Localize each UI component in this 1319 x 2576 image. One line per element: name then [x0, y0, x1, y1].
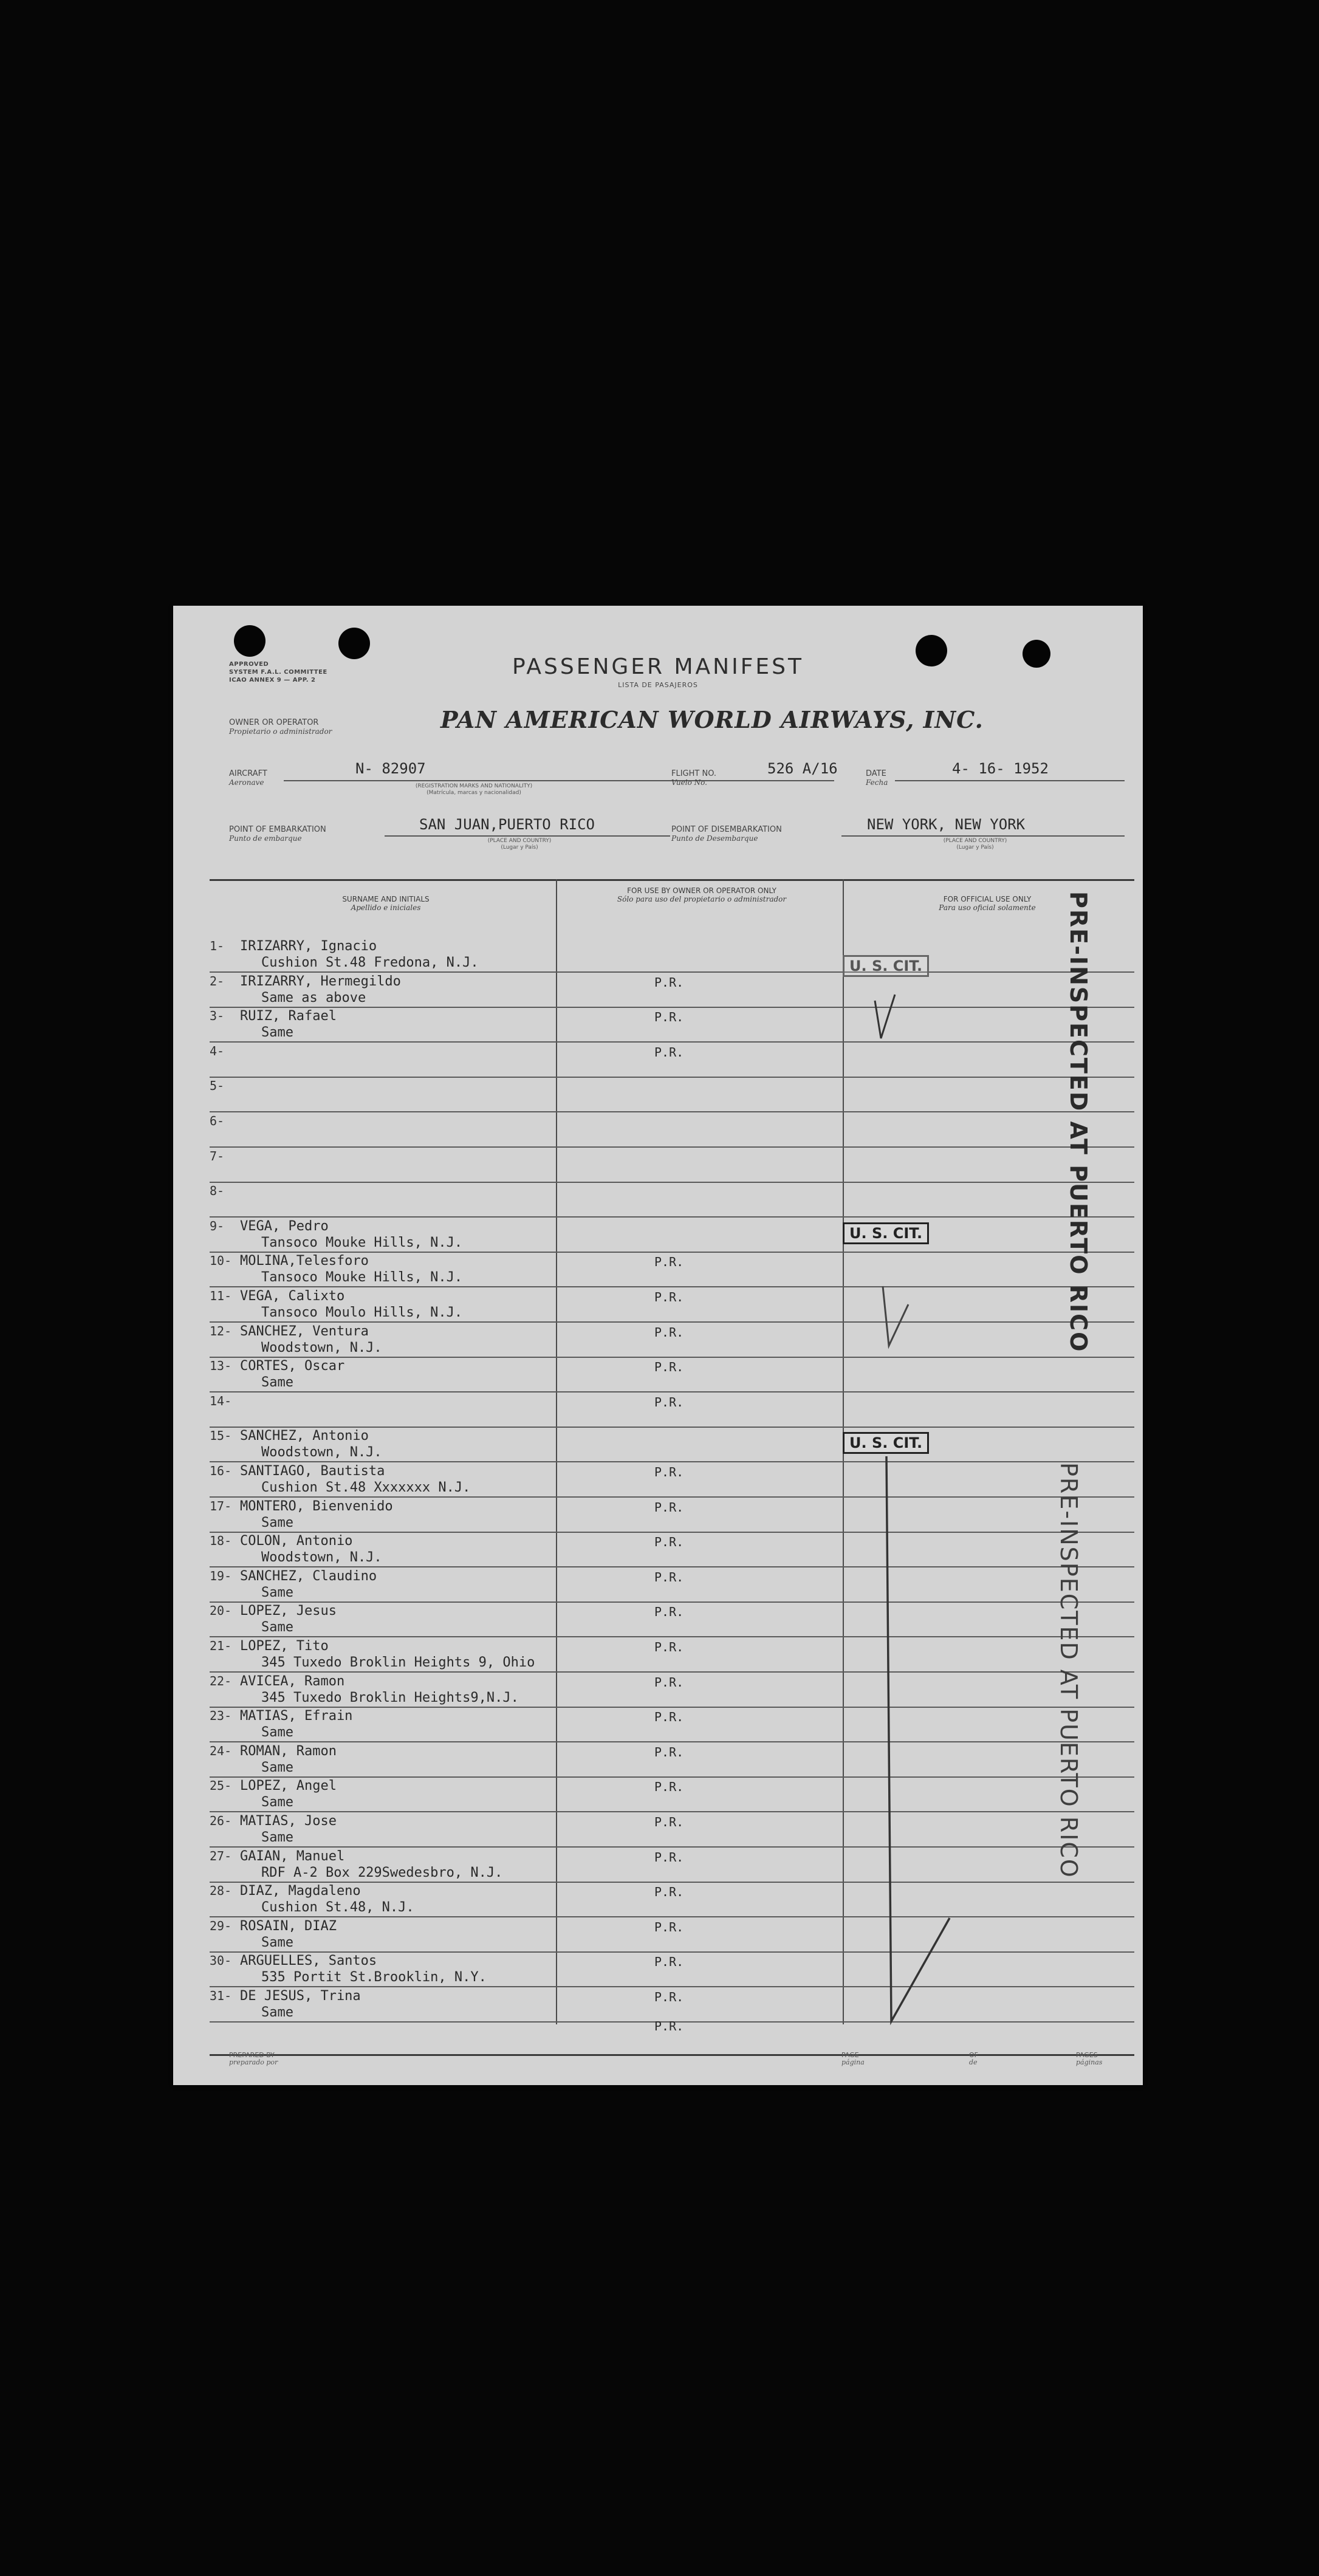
surname-header-en: SURNAME AND INITIALS — [342, 895, 430, 903]
surname-header-es: Apellido e iniciales — [351, 903, 421, 912]
passenger-address: Same — [261, 1584, 293, 1600]
passenger-name: ROMAN, Ramon — [240, 1743, 337, 1759]
passenger-name: IRIZARRY, Hermegildo — [240, 973, 401, 989]
manifest-sheet — [173, 606, 1143, 2085]
page-label-en: PAGE — [841, 2051, 859, 2059]
page-subtitle: LISTA DE PASAJEROS — [618, 681, 698, 689]
row-rule — [210, 1252, 1134, 1253]
owner-use-entry: P.R. — [654, 1044, 684, 1060]
owner-use-entry: P.R. — [654, 1499, 684, 1515]
passenger-name: DE JESUS, Trina — [240, 1989, 361, 2004]
check-mark — [886, 1456, 950, 2021]
embarkation-caption-es: (Lugar y País) — [501, 844, 538, 851]
row-rule — [210, 1427, 1134, 1428]
preinspected-stamp: PRE-INSPECTED AT PUERTO RICO — [1065, 891, 1092, 1353]
disembarkation-caption-es: (Lugar y País) — [956, 844, 994, 851]
row-rule — [210, 1461, 1134, 1462]
owner-use-entry: P.R. — [654, 1780, 684, 1795]
row-number: 25- — [210, 1778, 232, 1793]
passenger-name: LOPEZ, Jesus — [240, 1603, 337, 1619]
aircraft-caption-en: (REGISTRATION MARKS AND NATIONALITY) — [415, 783, 533, 789]
owner-use-entry: P.R. — [654, 1255, 684, 1270]
passenger-address: Woodstown, N.J. — [261, 1340, 382, 1355]
passenger-address: RDF A-2 Box 229Swedesbro, N.J. — [261, 1865, 503, 1880]
passenger-address: Same — [261, 1025, 293, 1041]
passenger-name: VEGA, Calixto — [240, 1289, 345, 1304]
passenger-name: SANCHEZ, Ventura — [240, 1323, 369, 1339]
embarkation-value: SAN JUAN,PUERTO RICO — [419, 816, 595, 833]
row-rule — [210, 1532, 1134, 1533]
owner-use-entry: P.R. — [654, 1815, 684, 1829]
passenger-name: ARGUELLES, Santos — [240, 1953, 377, 1969]
us-cit-stamp: U. S. CIT. — [843, 955, 929, 977]
row-number: 17- — [210, 1498, 232, 1513]
of-label-en: OF — [969, 2051, 978, 2059]
passenger-name: SANCHEZ, Claudino — [240, 1568, 377, 1584]
disembarkation-caption-en: (PLACE AND COUNTRY) — [943, 838, 1007, 844]
page-label-es: página — [841, 2058, 865, 2066]
disembarkation-value: NEW YORK, NEW YORK — [867, 816, 1026, 833]
surname-column-header — [222, 895, 550, 912]
official-use-header-es: Para uso oficial solamente — [939, 903, 1036, 912]
official-use-header-en: FOR OFFICIAL USE ONLY — [943, 895, 1032, 903]
row-number: 27- — [210, 1848, 232, 1863]
passenger-address: Same — [261, 2005, 293, 2020]
row-number: 22- — [210, 1673, 232, 1688]
passenger-name: RUIZ, Rafael — [240, 1009, 337, 1024]
row-number: 6- — [210, 1114, 225, 1128]
aircraft-label-es: Aeronave — [229, 778, 264, 787]
prepared-by-en: PREPARED BY — [229, 2051, 275, 2059]
row-number: 26- — [210, 1814, 232, 1828]
row-number: 18- — [210, 1533, 232, 1549]
passenger-name: MOLINA,Telesforo — [240, 1253, 369, 1269]
passenger-name: LOPEZ, Angel — [240, 1778, 337, 1794]
passenger-address: Same — [261, 1830, 293, 1845]
passenger-name: CORTES, Oscar — [240, 1358, 345, 1374]
embarkation-label-en: POINT OF EMBARKATION — [229, 825, 326, 834]
row-rule — [210, 1286, 1134, 1287]
disembarkation-label-en: POINT OF DISEMBARKATION — [671, 825, 782, 834]
embarkation-caption-en: (PLACE AND COUNTRY) — [487, 838, 552, 844]
prepared-by-es: preparado por — [229, 2058, 278, 2066]
row-rule — [210, 1321, 1134, 1323]
passenger-name: DIAZ, Magdaleno — [240, 1883, 361, 1899]
last-pr: P.R. — [654, 2019, 684, 2033]
row-number: 16- — [210, 1464, 232, 1478]
passenger-address: Tansoco Moulo Hills, N.J. — [261, 1305, 463, 1320]
pages-label-es: páginas — [1076, 2058, 1103, 2066]
page-label — [841, 2052, 865, 2066]
row-number: 12- — [210, 1323, 232, 1338]
flight-label-es: Vuelo No. — [671, 778, 707, 787]
disembarkation-line — [841, 835, 1125, 837]
row-rule — [210, 1216, 1134, 1218]
owner-use-entry: P.R. — [654, 975, 684, 990]
owner-use-header-es: Sólo para uso del propietario o administrador — [617, 895, 787, 903]
embarkation-label-es: Punto de embarque — [229, 834, 302, 843]
row-rule — [210, 1811, 1134, 1812]
date-label — [866, 770, 888, 787]
owner-use-entry: P.R. — [654, 1640, 684, 1654]
passenger-name: AVICEA, Ramon — [240, 1673, 345, 1689]
preinspected-stamp: PRE-INSPECTED AT PUERTO RICO — [1055, 1462, 1082, 1879]
row-rule — [210, 1391, 1134, 1392]
aircraft-caption-es: (Matrícula, marcas y nacionalidad) — [427, 790, 521, 796]
passenger-address: Tansoco Mouke Hills, N.J. — [261, 1270, 463, 1286]
passenger-address: Tansoco Mouke Hills, N.J. — [261, 1235, 463, 1250]
us-cit-stamp: U. S. CIT. — [843, 1222, 929, 1244]
pages-label-en: PAGES — [1076, 2051, 1098, 2059]
passenger-name: VEGA, Pedro — [240, 1218, 329, 1234]
row-number: 13- — [210, 1358, 232, 1374]
owner-use-entry: P.R. — [654, 1919, 684, 1934]
check-mark — [883, 1286, 908, 1346]
passenger-name: COLON, Antonio — [240, 1533, 353, 1549]
passenger-address: Same — [261, 1620, 293, 1636]
passenger-name: GAIAN, Manuel — [240, 1848, 345, 1864]
date-label-es: Fecha — [866, 778, 888, 787]
owner-use-entry: P.R. — [654, 1990, 684, 2004]
date-value: 4- 16- 1952 — [952, 760, 1049, 777]
passenger-address: Same — [261, 1375, 293, 1391]
row-number: 11- — [210, 1289, 232, 1303]
row-rule — [210, 1741, 1134, 1742]
row-number: 23- — [210, 1708, 232, 1724]
row-number: 15- — [210, 1428, 232, 1444]
passenger-address: 535 Portit St.Brooklin, N.Y. — [261, 1970, 487, 1985]
flight-label-en: FLIGHT NO. — [671, 769, 717, 778]
row-rule — [210, 1496, 1134, 1498]
row-number: 24- — [210, 1743, 232, 1758]
row-rule — [210, 1776, 1134, 1778]
row-rule — [210, 1707, 1134, 1708]
approved-line: ICAO ANNEX 9 — APP. 2 — [229, 677, 316, 683]
passenger-address: Same — [261, 1725, 293, 1741]
row-rule — [210, 1041, 1134, 1043]
row-rule — [210, 971, 1134, 973]
row-number: 1- — [210, 939, 225, 953]
row-number: 3- — [210, 1009, 225, 1024]
footer-rule — [210, 2054, 1134, 2056]
row-rule — [210, 1182, 1134, 1183]
passenger-address: Cushion St.48 Fredona, N.J. — [261, 955, 479, 970]
owner-use-header-en: FOR USE BY OWNER OR OPERATOR ONLY — [627, 886, 776, 895]
owner-label-en: OWNER OR OPERATOR — [229, 718, 319, 727]
table-top-rule — [210, 879, 1134, 881]
owner-label-es: Propietario o administrador — [229, 727, 332, 736]
passenger-address: Same — [261, 1934, 293, 1950]
passenger-address: Same — [261, 1795, 293, 1810]
owner-use-entry: P.R. — [654, 1710, 684, 1725]
row-rule — [210, 1146, 1134, 1148]
row-rule — [210, 1601, 1134, 1603]
row-rule — [210, 1916, 1134, 1917]
row-rule — [210, 1846, 1134, 1848]
airline-name: PAN AMERICAN WORLD AIRWAYS, INC. — [440, 706, 984, 733]
passenger-address: Cushion St.48 Xxxxxxx N.J. — [261, 1480, 471, 1495]
row-number: 31- — [210, 1989, 232, 2003]
disembarkation-caption — [914, 838, 1036, 851]
owner-use-entry: P.R. — [654, 1744, 684, 1759]
prepared-by-label — [229, 2052, 278, 2066]
owner-use-entry: P.R. — [654, 1010, 684, 1025]
passenger-name: SANCHEZ, Antonio — [240, 1428, 369, 1444]
owner-use-entry: P.R. — [654, 1674, 684, 1690]
row-rule — [210, 1357, 1134, 1358]
owner-use-entry: P.R. — [654, 1569, 684, 1584]
row-rule — [210, 1111, 1134, 1112]
row-number: 2- — [210, 973, 225, 988]
owner-use-column-header — [598, 886, 805, 903]
embarkation-caption — [459, 838, 580, 851]
column-divider — [556, 879, 557, 2024]
row-rule — [210, 1882, 1134, 1883]
owner-use-entry: P.R. — [654, 1290, 684, 1304]
passenger-address: Same — [261, 1515, 293, 1530]
passenger-address: Cushion St.48, N.J. — [261, 1900, 414, 1916]
owner-use-entry: P.R. — [654, 1465, 684, 1479]
row-number: 19- — [210, 1568, 232, 1583]
date-label-en: DATE — [866, 769, 886, 778]
row-rule — [210, 1986, 1134, 1987]
row-rule — [210, 1671, 1134, 1673]
row-rule — [210, 1007, 1134, 1008]
passenger-address: Woodstown, N.J. — [261, 1550, 382, 1566]
owner-label — [229, 719, 332, 736]
approved-line: APPROVED — [229, 661, 269, 668]
flight-label — [671, 770, 716, 787]
passenger-address: Same — [261, 1759, 293, 1775]
passenger-name: MONTERO, Bienvenido — [240, 1498, 393, 1514]
passenger-name: LOPEZ, Tito — [240, 1639, 329, 1654]
row-rule — [210, 1636, 1134, 1637]
passenger-name: SANTIAGO, Bautista — [240, 1464, 385, 1479]
row-number: 5- — [210, 1078, 225, 1094]
row-number: 7- — [210, 1148, 225, 1163]
passenger-name: MATIAS, Efrain — [240, 1708, 353, 1724]
disembarkation-label-es: Punto de Desembarque — [671, 834, 758, 843]
row-number: 10- — [210, 1253, 232, 1269]
row-number: 4- — [210, 1043, 225, 1058]
pages-label — [1076, 2052, 1102, 2066]
owner-use-entry: P.R. — [654, 1360, 684, 1375]
owner-use-entry: P.R. — [654, 1849, 684, 1865]
aircraft-caption — [383, 783, 565, 796]
owner-use-entry: P.R. — [654, 1885, 684, 1900]
passenger-address: Woodstown, N.J. — [261, 1445, 382, 1461]
row-number: 9- — [210, 1218, 225, 1233]
us-cit-stamp: U. S. CIT. — [843, 1432, 929, 1454]
passenger-address: 345 Tuxedo Broklin Heights9,N.J. — [261, 1690, 519, 1705]
check-mark — [875, 995, 895, 1038]
of-label-es: de — [969, 2058, 978, 2066]
approved-line: SYSTEM F.A.L. COMMITTEE — [229, 669, 327, 676]
owner-use-entry: P.R. — [654, 1535, 684, 1550]
passenger-name: ROSAIN, DIAZ — [240, 1918, 337, 1934]
row-number: 20- — [210, 1603, 232, 1619]
flight-value: 526 A/16 — [767, 760, 838, 777]
row-rule — [210, 1566, 1134, 1567]
owner-use-entry: P.R. — [654, 1605, 684, 1620]
owner-use-entry: P.R. — [654, 1394, 684, 1410]
row-number: 28- — [210, 1883, 232, 1899]
row-number: 29- — [210, 1918, 232, 1933]
owner-use-entry: P.R. — [654, 1324, 684, 1340]
punch-hole — [234, 625, 266, 657]
passenger-name: MATIAS, Jose — [240, 1814, 337, 1829]
embarkation-line — [385, 835, 670, 837]
row-rule — [210, 1951, 1134, 1953]
passenger-address: Same as above — [261, 990, 366, 1005]
aircraft-value: N- 82907 — [355, 760, 426, 777]
embarkation-label — [229, 826, 326, 843]
official-use-column-header — [896, 895, 1078, 912]
page-title: PASSENGER MANIFEST — [512, 654, 804, 679]
row-number: 21- — [210, 1639, 232, 1653]
passenger-name: IRIZARRY, Ignacio — [240, 939, 377, 954]
date-line — [895, 780, 1125, 781]
row-number: 30- — [210, 1953, 232, 1968]
passenger-address: 345 Tuxedo Broklin Heights 9, Ohio — [261, 1655, 535, 1670]
row-number: 8- — [210, 1184, 225, 1199]
aircraft-label-en: AIRCRAFT — [229, 769, 267, 778]
aircraft-line — [284, 780, 834, 781]
row-rule — [210, 1077, 1134, 1078]
aircraft-label — [229, 770, 267, 787]
disembarkation-label — [671, 826, 782, 843]
owner-use-entry: P.R. — [654, 1954, 684, 1970]
row-number: 14- — [210, 1393, 232, 1408]
of-label — [969, 2052, 978, 2066]
